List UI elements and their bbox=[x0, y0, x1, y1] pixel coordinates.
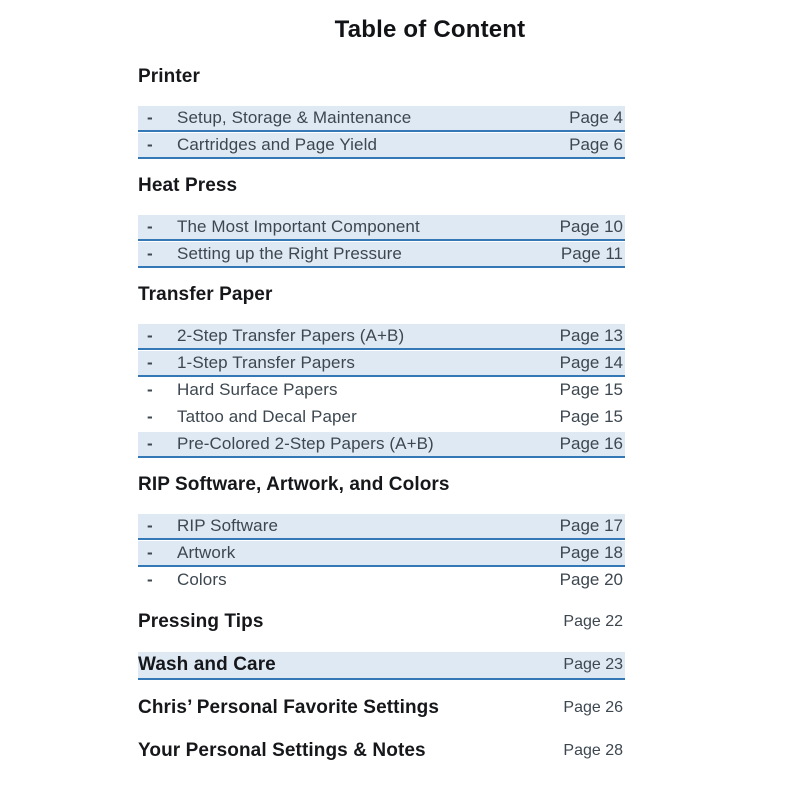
toc-item-link[interactable] bbox=[138, 242, 625, 268]
toc-section-link bbox=[138, 738, 625, 766]
toc-item-link[interactable] bbox=[138, 106, 625, 132]
dash-bullet-icon: - bbox=[147, 434, 153, 453]
toc-item-label: Tattoo and Decal Paper bbox=[177, 407, 357, 426]
toc-item-page: Page 6 bbox=[569, 135, 623, 154]
toc-item-label: Setting up the Right Pressure bbox=[177, 244, 402, 263]
toc-item-link[interactable] bbox=[138, 133, 625, 159]
toc-item-label: 1-Step Transfer Papers bbox=[177, 353, 355, 372]
toc-item-page: Page 17 bbox=[559, 516, 623, 535]
dash-bullet-icon: - bbox=[147, 135, 153, 154]
toc-item-page: Page 4 bbox=[569, 108, 623, 127]
toc-item-page: Page 15 bbox=[559, 407, 623, 426]
dash-bullet-icon: - bbox=[147, 108, 153, 127]
dash-bullet-icon: - bbox=[147, 326, 153, 345]
toc-item-label: Cartridges and Page Yield bbox=[177, 135, 378, 154]
page-title: Table of Content bbox=[334, 16, 526, 43]
toc-item-link[interactable] bbox=[138, 215, 625, 241]
dash-bullet-icon: - bbox=[147, 516, 153, 535]
toc-section-label: Your Personal Settings & Notes bbox=[138, 740, 426, 761]
toc-body bbox=[138, 64, 625, 766]
dash-bullet-icon: - bbox=[147, 353, 153, 372]
toc-item-link[interactable] bbox=[138, 324, 625, 350]
toc-item-page: Page 13 bbox=[559, 326, 623, 345]
toc-item-link[interactable] bbox=[138, 351, 625, 377]
toc-item-label: Pre-Colored 2-Step Papers (A+B) bbox=[177, 434, 434, 453]
toc-item-label: 2-Step Transfer Papers (A+B) bbox=[177, 326, 405, 345]
toc-item-page: Page 11 bbox=[560, 244, 623, 263]
section-heading: Heat Press bbox=[138, 175, 238, 196]
toc-section-link[interactable] bbox=[138, 652, 625, 680]
toc-section-link bbox=[138, 695, 625, 723]
toc-item-page: Page 16 bbox=[559, 434, 623, 453]
toc-item-label: RIP Software bbox=[177, 516, 279, 535]
section-heading: Printer bbox=[138, 66, 200, 87]
toc-section-label: Wash and Care bbox=[138, 654, 276, 675]
section-heading: Transfer Paper bbox=[138, 284, 273, 305]
toc-item-page: Page 14 bbox=[559, 353, 623, 372]
toc-item-label: The Most Important Component bbox=[177, 217, 420, 236]
toc-item-link bbox=[138, 378, 625, 404]
toc-item-link[interactable] bbox=[138, 514, 625, 540]
toc-item-link bbox=[138, 405, 625, 431]
toc-section-page: Page 22 bbox=[563, 613, 623, 630]
toc-section-label: Pressing Tips bbox=[138, 611, 264, 632]
toc-item-page: Page 18 bbox=[559, 543, 623, 562]
dash-bullet-icon: - bbox=[147, 217, 153, 236]
toc-item-label: Artwork bbox=[177, 543, 236, 562]
toc-section-page: Page 28 bbox=[563, 742, 623, 759]
dash-bullet-icon: - bbox=[147, 380, 153, 399]
toc-section-page: Page 26 bbox=[563, 699, 623, 716]
toc-item-label: Setup, Storage & Maintenance bbox=[177, 108, 412, 127]
toc-section-page: Page 23 bbox=[563, 656, 623, 673]
toc-item-page: Page 10 bbox=[559, 217, 623, 236]
section-heading: RIP Software, Artwork, and Colors bbox=[138, 474, 450, 495]
dash-bullet-icon: - bbox=[147, 407, 153, 426]
dash-bullet-icon: - bbox=[147, 570, 153, 589]
toc-item-link bbox=[138, 568, 625, 594]
toc-section-link bbox=[138, 609, 625, 637]
toc-section-label: Chris’ Personal Favorite Settings bbox=[138, 697, 440, 718]
toc-item-label: Hard Surface Papers bbox=[177, 380, 338, 399]
dash-bullet-icon: - bbox=[147, 543, 153, 562]
dash-bullet-icon: - bbox=[147, 244, 153, 263]
toc-item-link[interactable] bbox=[138, 541, 625, 567]
toc-item-page: Page 15 bbox=[559, 380, 623, 399]
toc-item-label: Colors bbox=[177, 570, 227, 589]
toc-item-link[interactable] bbox=[138, 432, 625, 458]
toc-item-page: Page 20 bbox=[559, 570, 623, 589]
